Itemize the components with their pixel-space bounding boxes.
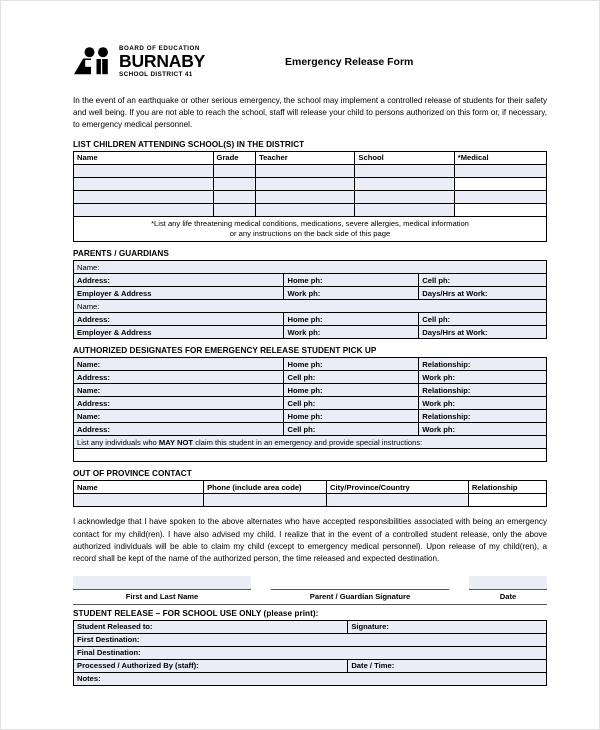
table-row <box>74 646 547 659</box>
parent1-cell-ph-label[interactable]: Cell ph: <box>419 274 547 287</box>
final-destination-label[interactable]: Final Destination: <box>74 646 547 659</box>
children-cell-grade[interactable] <box>213 164 256 177</box>
parent-name-row <box>74 300 547 313</box>
designate3-name-label[interactable]: Name: <box>74 410 284 423</box>
children-col-school: School <box>355 151 454 164</box>
table-row <box>74 423 547 436</box>
children-cell-school[interactable] <box>355 177 454 190</box>
designates-note-row <box>74 436 547 449</box>
table-row <box>74 410 547 423</box>
student-release-table <box>73 620 547 686</box>
table-row <box>74 177 547 190</box>
intro-paragraph: In the event of an earthquake or other serious emergency, the school may implement a controlled release of students for their safety and well being. If you are not able to reach the school, staff will release your child to persons authorized on this form or, if necessary, to emergency medical personnel. <box>73 96 547 129</box>
table-row <box>74 371 547 384</box>
designate2-cell-ph-label[interactable]: Cell ph: <box>284 397 419 410</box>
logo-line-school-district: SCHOOL DISTRICT 41 <box>119 70 193 78</box>
designate3-relationship-label[interactable]: Relationship: <box>419 410 547 423</box>
parent1-employer-label[interactable]: Employer & Address <box>74 287 284 300</box>
table-row <box>74 397 547 410</box>
table-header-row <box>74 481 547 494</box>
table-row <box>74 672 547 685</box>
parent-guardian-signature-rule <box>271 589 449 590</box>
two-figures-41-logo-icon <box>73 47 115 76</box>
designates-note-input[interactable] <box>74 449 547 462</box>
designate3-home-ph-label[interactable]: Home ph: <box>284 410 419 423</box>
children-col-teacher: Teacher <box>256 151 355 164</box>
notes-label[interactable]: Notes: <box>74 672 547 685</box>
parent-guardian-signature-input[interactable] <box>271 576 449 589</box>
table-row <box>74 633 547 646</box>
table-row <box>74 620 547 633</box>
parent2-days-hrs-label[interactable]: Days/Hrs at Work: <box>419 326 547 339</box>
date-time-label[interactable]: Date / Time: <box>348 659 547 672</box>
children-col-grade: Grade <box>213 151 256 164</box>
children-footnote <box>74 216 547 242</box>
designates-note-input-row <box>74 449 547 462</box>
note-may-not: MAY NOT <box>158 437 194 447</box>
first-last-name-label: First and Last Name <box>125 591 199 601</box>
table-row <box>74 659 547 672</box>
document-header <box>73 43 547 81</box>
children-cell-school[interactable] <box>355 203 454 216</box>
designates-section-heading: AUTHORIZED DESIGNATES FOR EMERGENCY RELEASE STUDENT PICK UP <box>73 346 377 356</box>
parent2-name-label[interactable]: Name: <box>74 300 547 313</box>
children-col-name: Name <box>74 151 214 164</box>
out-of-province-table <box>73 480 547 507</box>
children-cell-grade[interactable] <box>213 203 256 216</box>
signature-field-date <box>469 576 547 601</box>
children-cell-teacher[interactable] <box>256 203 355 216</box>
table-row <box>74 274 547 287</box>
children-footnote-line2: or any instructions on the back side of this page <box>229 229 391 239</box>
table-row <box>74 358 547 371</box>
designate2-work-ph-label[interactable]: Work ph: <box>419 397 547 410</box>
table-row <box>74 164 547 177</box>
designate1-cell-ph-label[interactable]: Cell ph: <box>284 371 419 384</box>
designate1-address-label[interactable]: Address: <box>74 371 284 384</box>
children-footnote-line1: *List any life threatening medical conditions, medications, severe allergies, medical information <box>151 218 469 228</box>
parent-name-row <box>74 261 547 274</box>
oop-col-relationship: Relationship <box>468 481 546 494</box>
children-cell-name[interactable] <box>74 190 214 203</box>
parent2-work-ph-label[interactable]: Work ph: <box>284 326 419 339</box>
children-cell-name[interactable] <box>74 164 214 177</box>
parents-guardians-table <box>73 260 547 339</box>
oop-cell-phone[interactable] <box>204 494 327 507</box>
table-header-row <box>74 151 547 164</box>
children-cell-grade[interactable] <box>213 190 256 203</box>
children-cell-name[interactable] <box>74 203 214 216</box>
parent-guardian-signature-label: Parent / Guardian Signature <box>309 591 411 601</box>
oop-col-name: Name <box>74 481 204 494</box>
children-cell-medical[interactable] <box>454 203 546 216</box>
designate1-relationship-label[interactable]: Relationship: <box>419 358 547 371</box>
designate1-home-ph-label[interactable]: Home ph: <box>284 358 419 371</box>
date-label: Date <box>499 591 517 601</box>
children-col-medical: *Medical <box>454 151 546 164</box>
student-released-to-label[interactable]: Student Released to: <box>74 620 348 633</box>
release-signature-label[interactable]: Signature: <box>348 620 547 633</box>
children-footnote-row <box>74 216 547 242</box>
parent1-days-hrs-label[interactable]: Days/Hrs at Work: <box>419 287 547 300</box>
oop-col-city: City/Province/Country <box>327 481 469 494</box>
table-row <box>74 203 547 216</box>
table-row <box>74 326 547 339</box>
table-row <box>74 494 547 507</box>
children-cell-school[interactable] <box>355 190 454 203</box>
children-cell-name[interactable] <box>74 177 214 190</box>
parent2-employer-label[interactable]: Employer & Address <box>74 326 284 339</box>
children-cell-medical[interactable] <box>454 164 546 177</box>
signature-row <box>73 576 547 601</box>
parent1-home-ph-label[interactable]: Home ph: <box>284 274 419 287</box>
children-cell-teacher[interactable] <box>256 164 355 177</box>
children-cell-medical[interactable] <box>454 177 546 190</box>
designate2-address-label[interactable]: Address: <box>74 397 284 410</box>
first-last-name-rule <box>73 589 251 590</box>
parent1-name-label[interactable]: Name: <box>74 261 547 274</box>
parent1-work-ph-label[interactable]: Work ph: <box>284 287 419 300</box>
children-cell-teacher[interactable] <box>256 190 355 203</box>
table-row <box>74 190 547 203</box>
designate2-home-ph-label[interactable]: Home ph: <box>284 384 419 397</box>
designate2-name-label[interactable]: Name: <box>74 384 284 397</box>
date-input[interactable] <box>469 576 547 589</box>
note-suffix: claim this student in an emergency and provide special instructions: <box>193 437 423 447</box>
acknowledgement-paragraph: I acknowledge that I have spoken to the above alternates who have accepted responsibilities associated with being an emergency contact for my child(ren). I have also advised my child. I realize that in the event of a controlled student release, only the above authorized individuals will be able to claim my child (except to emergency medical personnel). Upon release of my child(ren), a record shall be kept of the name of the authorized person, the time released and expected destination. <box>73 517 547 564</box>
note-prefix: List any individuals who <box>77 437 159 447</box>
date-rule <box>469 589 547 590</box>
table-row <box>74 287 547 300</box>
children-cell-teacher[interactable] <box>256 177 355 190</box>
designate3-work-ph-label[interactable]: Work ph: <box>419 423 547 436</box>
designate2-relationship-label[interactable]: Relationship: <box>419 384 547 397</box>
parent2-address-label[interactable]: Address: <box>74 313 284 326</box>
processed-authorized-by-label[interactable]: Processed / Authorized By (staff): <box>74 659 348 672</box>
authorized-designates-table <box>73 357 547 462</box>
children-cell-school[interactable] <box>355 164 454 177</box>
logo-wordmark <box>119 46 205 78</box>
page-title: Emergency Release Form <box>285 56 414 68</box>
student-release-section-heading: STUDENT RELEASE – FOR SCHOOL USE ONLY (please print): <box>73 608 319 618</box>
logo-line-burnaby: BURNABY <box>119 51 206 72</box>
parent2-cell-ph-label[interactable]: Cell ph: <box>419 313 547 326</box>
first-last-name-input[interactable] <box>73 576 251 589</box>
burnaby-school-district-logo <box>73 46 223 78</box>
designate1-work-ph-label[interactable]: Work ph: <box>419 371 547 384</box>
oop-cell-name[interactable] <box>74 494 204 507</box>
designates-restriction-note <box>74 436 547 449</box>
oop-cell-relationship[interactable] <box>468 494 546 507</box>
table-row <box>74 384 547 397</box>
designate3-address-label[interactable]: Address: <box>74 423 284 436</box>
signature-field-parent-guardian <box>271 576 449 601</box>
logo-line-board-of-education: BOARD OF EDUCATION <box>119 44 200 52</box>
parents-section-heading: PARENTS / GUARDIANS <box>73 249 169 259</box>
table-row <box>74 313 547 326</box>
out-of-province-section-heading: OUT OF PROVINCE CONTACT <box>73 469 192 479</box>
parent2-home-ph-label[interactable]: Home ph: <box>284 313 419 326</box>
designate3-cell-ph-label[interactable]: Cell ph: <box>284 423 419 436</box>
signature-field-first-last-name <box>73 576 251 601</box>
oop-col-phone: Phone (include area code) <box>204 481 327 494</box>
children-cell-grade[interactable] <box>213 177 256 190</box>
first-destination-label[interactable]: First Destination: <box>74 633 547 646</box>
children-cell-medical[interactable] <box>454 190 546 203</box>
oop-cell-city[interactable] <box>327 494 469 507</box>
document-content <box>73 43 547 686</box>
children-section-heading: LIST CHILDREN ATTENDING SCHOOL(S) IN THE DISTRICT <box>73 139 305 149</box>
parent1-address-label[interactable]: Address: <box>74 274 284 287</box>
children-table <box>73 151 547 243</box>
designate1-name-label[interactable]: Name: <box>74 358 284 371</box>
